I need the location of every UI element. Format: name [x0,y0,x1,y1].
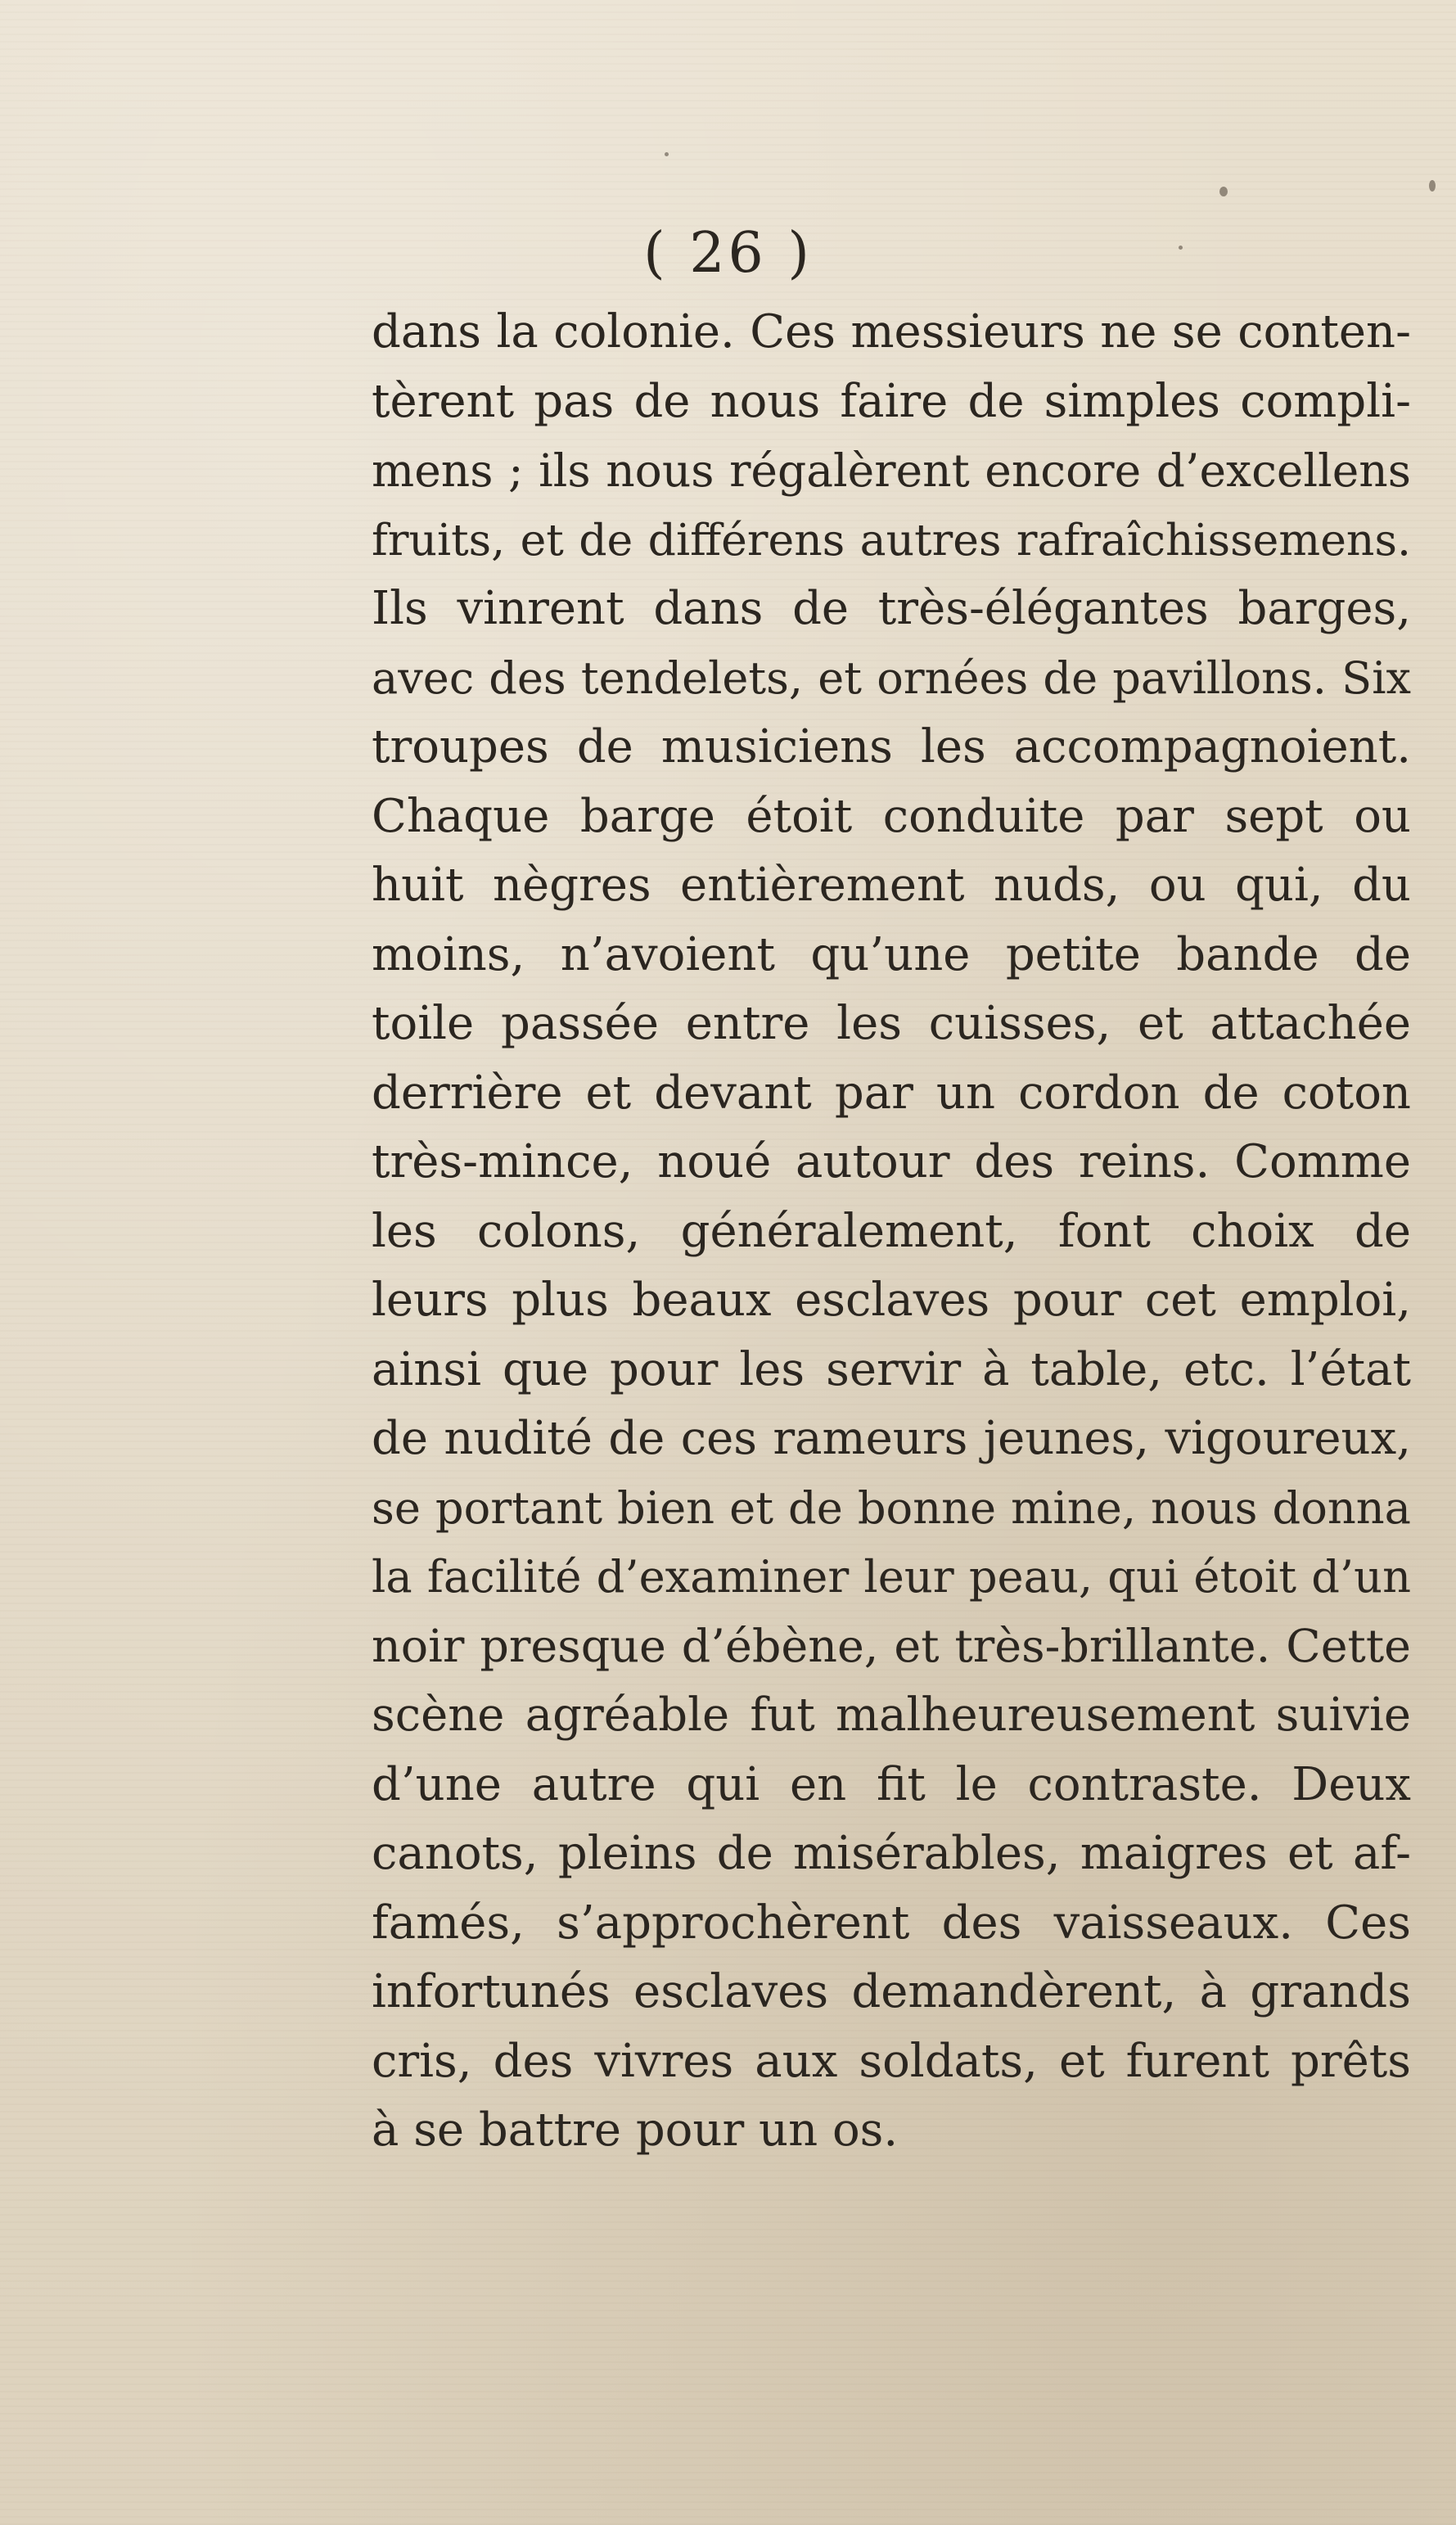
body-text [372,298,1411,2166]
text-line: ainsi que pour les servir à table, etc. l’état [372,1342,1411,1396]
text-line: scène agréable fut malheureusement suivie [372,1689,1411,1742]
text-line: infortunés esclaves demandèrent, à grands [372,1965,1411,2018]
text-line: à se battre pour un os. [372,2103,899,2157]
text-line: dans la colonie. Ces messieurs ne se conten- [372,305,1411,358]
page-number: ( 26 ) [643,221,813,286]
text-line: très-mince, noué autour des reins. Comme [372,1135,1411,1188]
text-line: moins, n’avoient qu’une petite bande de [372,927,1411,981]
text-line: se portant bien et de bonne mine, nous donna [372,1481,1411,1534]
text-line: avec des tendelets, et ornées de pavillons. Six [372,652,1411,704]
text-line: de nudité de ces rameurs jeunes, vigoureux, [372,1412,1411,1465]
text-line: Chaque barge étoit conduite par sept ou [372,789,1411,843]
text-line: fruits, et de différens autres rafraîchissemens. [372,513,1411,566]
text-line: la facilité d’examiner leur peau, qui étoit d’un [372,1551,1411,1603]
text-line: leurs plus beaux esclaves pour cet emploi, [372,1274,1411,1327]
paper-speck [665,152,669,156]
text-line: troupes de musiciens les accompagnoient. [372,720,1411,773]
paper-speck [1429,180,1436,192]
text-line: huit nègres entièrement nuds, ou qui, du [372,859,1411,912]
text-line: canots, pleins de misérables, maigres et af- [372,1827,1411,1880]
text-line: d’une autre qui en fit le contraste. Deux [372,1757,1411,1811]
text-line: famés, s’approchèrent des vaisseaux. Ces [372,1896,1411,1950]
paper-speck [1219,187,1228,196]
text-line: mens ; ils nous régalèrent encore d’excellens [372,444,1411,497]
text-line: derrière et devant par un cordon de coton [372,1066,1411,1120]
text-line: les colons, généralement, font choix de [372,1204,1411,1258]
text-line: Ils vinrent dans de très-élégantes barges, [372,582,1411,635]
text-line: toile passée entre les cuisses, et attachée [372,997,1411,1050]
text-line: tèrent pas de nous faire de simples compli- [372,374,1411,428]
text-line: cris, des vivres aux soldats, et furent prêts [372,2034,1411,2088]
text-line: noir presque d’ébène, et très-brillante. Cette [372,1619,1411,1673]
